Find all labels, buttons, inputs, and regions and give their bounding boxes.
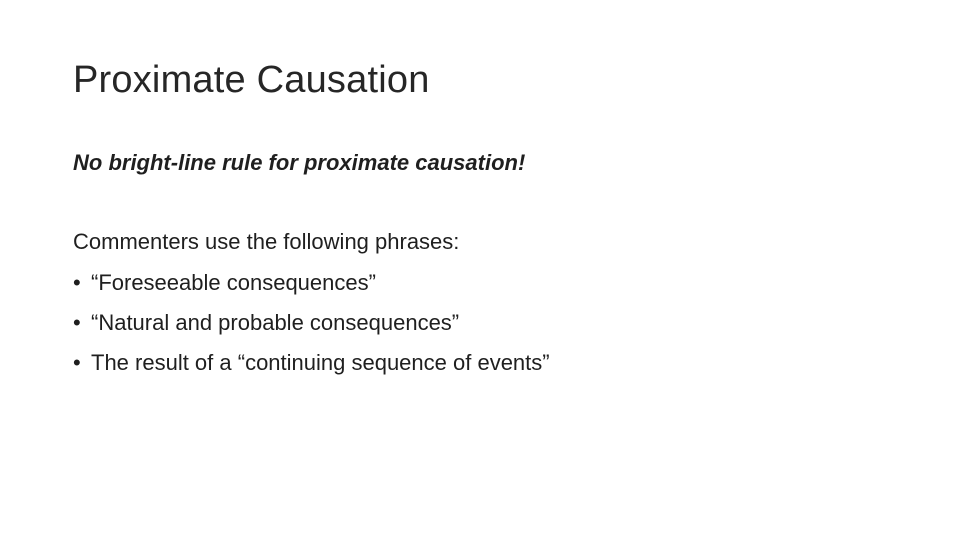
phrase-list <box>73 268 550 388</box>
intro-text: Commenters use the following phrases: <box>73 229 460 254</box>
list-item <box>73 268 550 308</box>
list-item-text: The result of a “continuing sequence of events” <box>91 350 550 375</box>
list-item-text: “Natural and probable consequences” <box>91 310 460 335</box>
bullet-icon: • <box>73 310 81 335</box>
bullet-icon: • <box>73 270 81 295</box>
bullet-icon: • <box>73 350 81 375</box>
list-item <box>73 308 550 348</box>
list-item-text: “Foreseeable consequences” <box>91 270 376 295</box>
emphasis-statement: No bright-line rule for proximate causation! <box>73 150 526 175</box>
list-item <box>73 348 550 388</box>
slide-title: Proximate Causation <box>73 59 430 101</box>
